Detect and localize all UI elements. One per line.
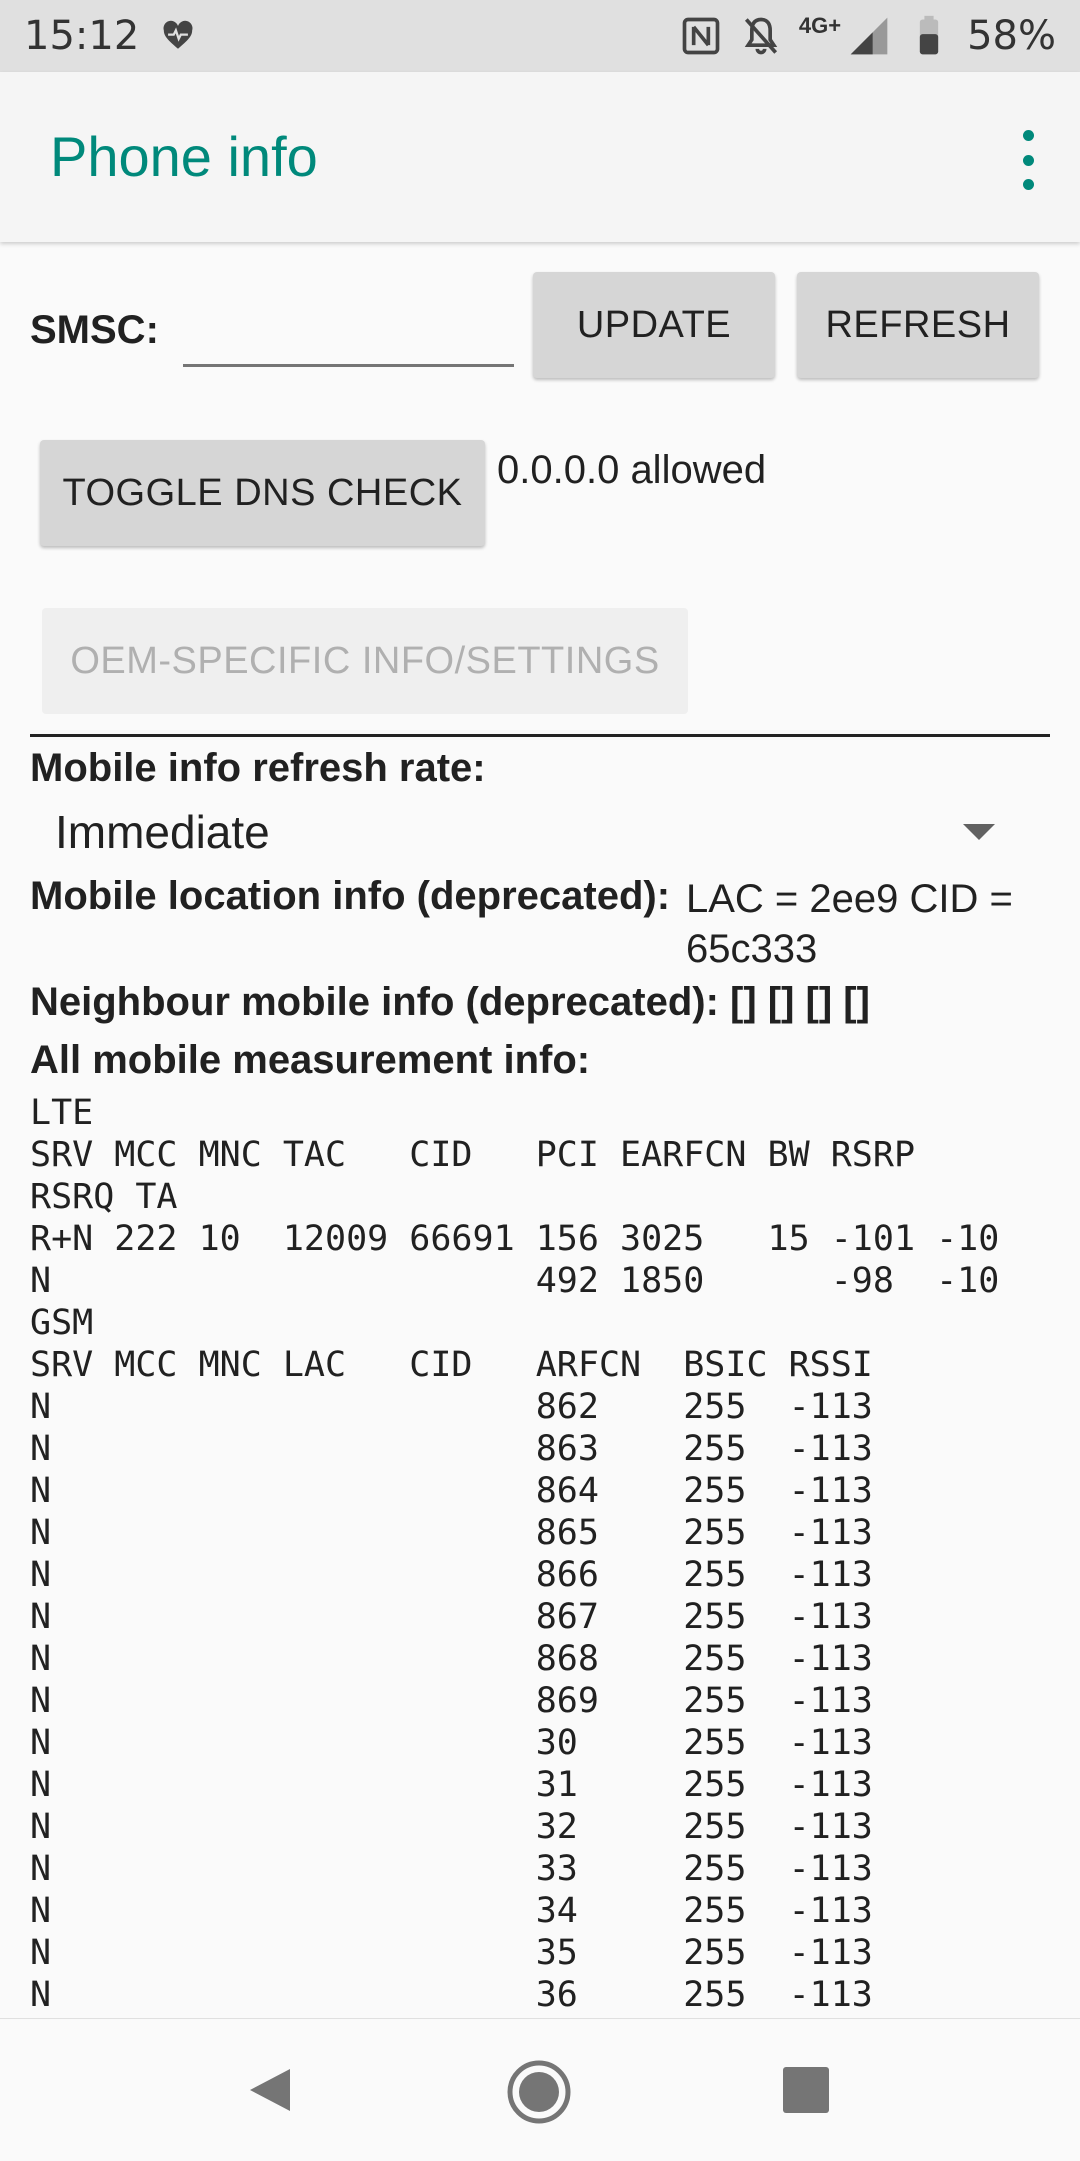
- measurement-line: N 865 255 -113: [30, 1513, 873, 1553]
- measurement-line: N 862 255 -113: [30, 1387, 873, 1427]
- update-button[interactable]: UPDATE: [533, 272, 775, 378]
- location-info-label: Mobile location info (deprecated):: [30, 874, 671, 918]
- refresh-button[interactable]: REFRESH: [797, 272, 1039, 378]
- measurement-line: N 30 255 -113: [30, 1723, 873, 1763]
- divider: [30, 734, 1050, 737]
- smsc-input[interactable]: [183, 290, 514, 367]
- measurement-info-label: All mobile measurement info:: [30, 1038, 591, 1082]
- app-bar: [0, 72, 1080, 242]
- status-bar: [0, 0, 1080, 72]
- measurement-line: N 867 255 -113: [30, 1597, 873, 1637]
- overflow-menu-icon[interactable]: [1016, 130, 1040, 190]
- oem-settings-button[interactable]: OEM-SPECIFIC INFO/SETTINGS: [42, 608, 688, 714]
- toggle-dns-check-button[interactable]: TOGGLE DNS CHECK: [40, 440, 485, 546]
- measurement-line: SRV MCC MNC TAC CID PCI EARFCN BW RSRP: [30, 1135, 916, 1175]
- measurement-line: N 31 255 -113: [30, 1765, 873, 1805]
- status-icons: [679, 13, 1056, 59]
- battery-icon: [907, 14, 951, 58]
- measurement-line: LTE: [30, 1093, 94, 1133]
- measurement-line: N 868 255 -113: [30, 1639, 873, 1679]
- measurement-line: N 492 1850 -98 -10: [30, 1261, 1000, 1301]
- battery-percent: 58%: [967, 13, 1056, 59]
- measurement-line: SRV MCC MNC LAC CID ARFCN BSIC RSSI: [30, 1345, 873, 1385]
- dns-status: 0.0.0.0 allowed: [497, 448, 767, 492]
- measurement-line: N 36 255 -113: [30, 1975, 873, 2012]
- measurement-line: N 35 255 -113: [30, 1933, 873, 1973]
- recents-icon[interactable]: [783, 2067, 829, 2113]
- navigation-bar: [0, 2018, 1080, 2161]
- measurement-line: N 863 255 -113: [30, 1429, 873, 1469]
- refresh-rate-label: Mobile info refresh rate:: [30, 746, 486, 790]
- mute-icon: [739, 14, 783, 58]
- measurement-line: N 32 255 -113: [30, 1807, 873, 1847]
- measurement-line: GSM: [30, 1303, 94, 1343]
- signal-icon: [847, 14, 891, 58]
- neighbour-info-label: Neighbour mobile info (deprecated):: [30, 980, 719, 1024]
- measurement-line: R+N 222 10 12009 66691 156 3025 15 -101 -10: [30, 1219, 1000, 1259]
- measurement-line: N 33 255 -113: [30, 1849, 873, 1889]
- refresh-rate-spinner[interactable]: Immediate: [55, 806, 270, 858]
- measurement-line: N 869 255 -113: [30, 1681, 873, 1721]
- heart-pulse-icon: [161, 19, 195, 53]
- measurement-line: N 34 255 -113: [30, 1891, 873, 1931]
- measurement-line: N 864 255 -113: [30, 1471, 873, 1511]
- measurement-info-text: [30, 1092, 1070, 2012]
- back-icon[interactable]: [246, 2065, 296, 2115]
- smsc-label: SMSC:: [30, 308, 159, 352]
- page-title: Phone info: [50, 125, 318, 188]
- measurement-line: N 866 255 -113: [30, 1555, 873, 1595]
- network-type: 4G+: [798, 13, 842, 38]
- measurement-line: RSRQ TA: [30, 1177, 178, 1217]
- location-info-value: LAC = 2ee9 CID = 65c333: [686, 877, 1013, 971]
- status-time: 15:12: [24, 13, 140, 59]
- neighbour-info-value: [] [] [] []: [730, 980, 870, 1024]
- dropdown-arrow-icon[interactable]: [963, 824, 995, 840]
- home-icon[interactable]: [506, 2059, 572, 2125]
- nfc-icon: [679, 14, 723, 58]
